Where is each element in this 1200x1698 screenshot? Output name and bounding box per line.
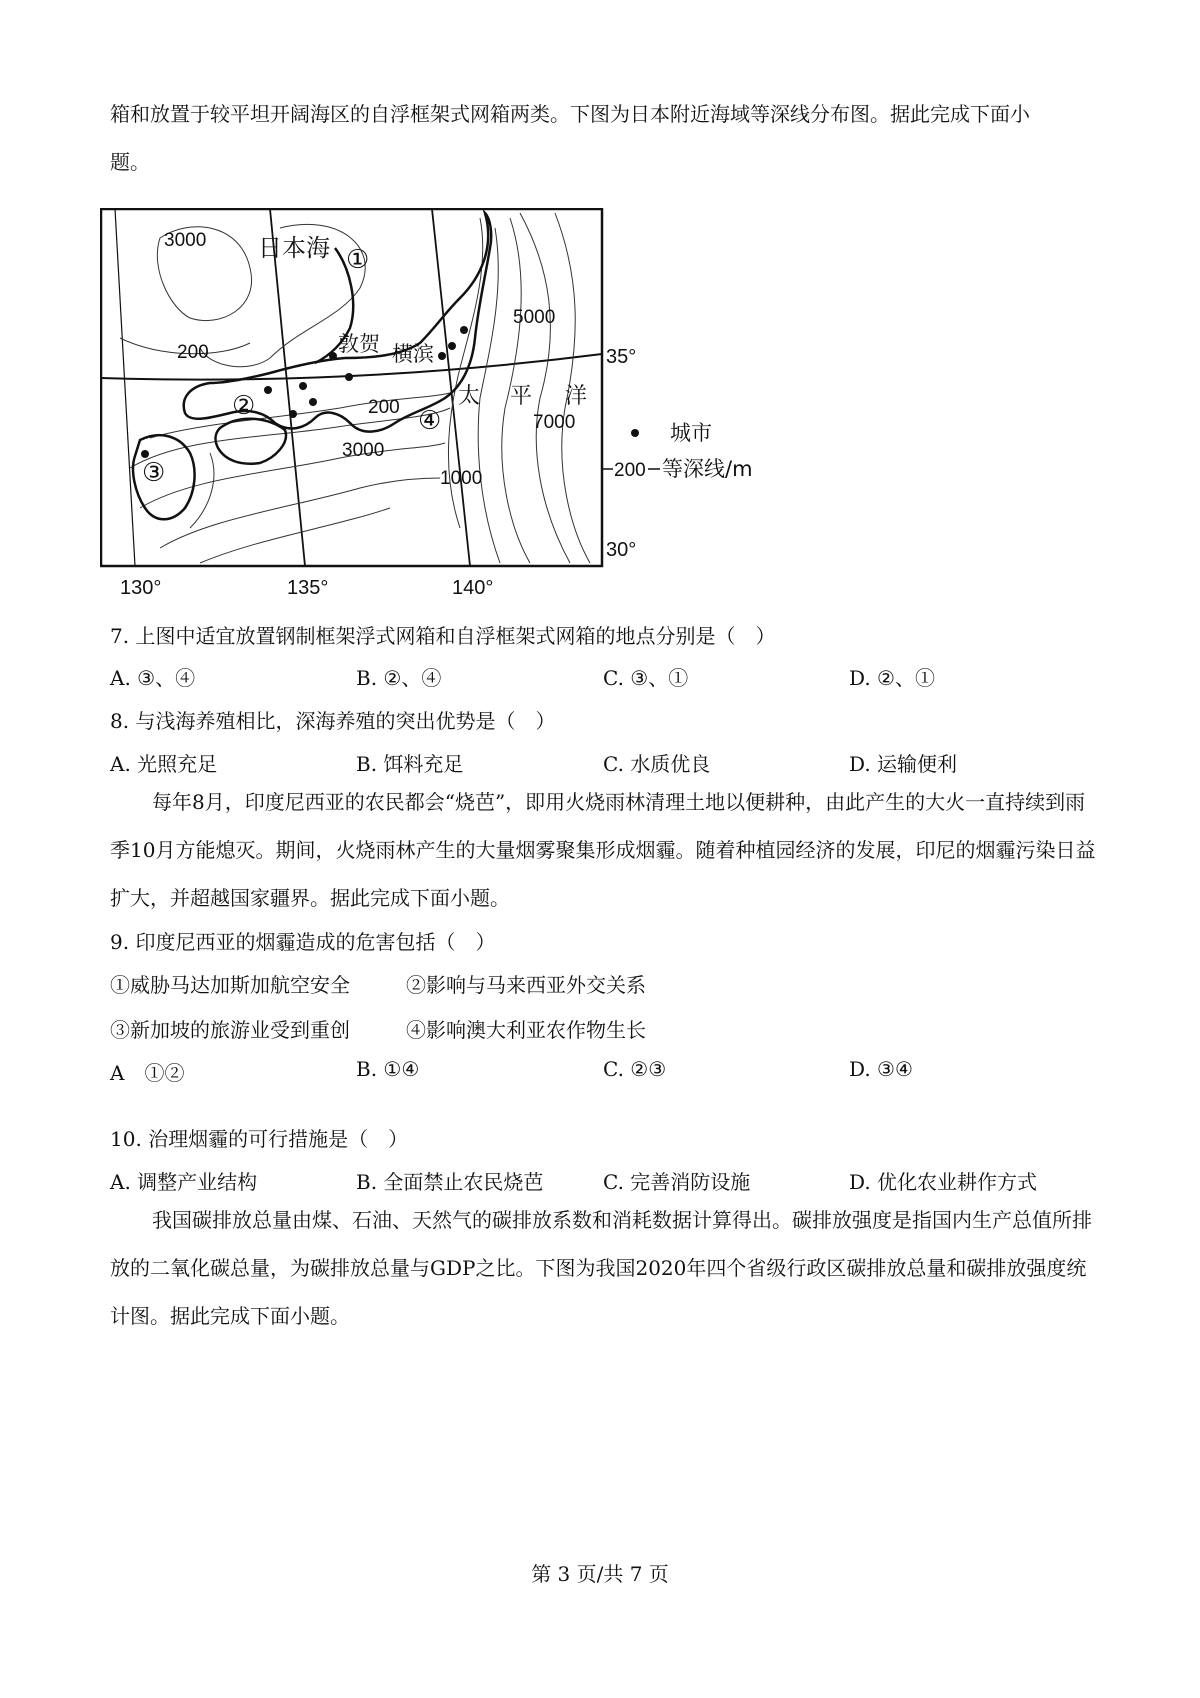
passage-carbon: 我国碳排放总量由煤、石油、天然气的碳排放系数和消耗数据计算得出。碳排放强度是指国内生产总值所排放的二氧化碳总量，为碳排放总量与GDP之比。下图为我国2020年四个省级行政区碳排放总量和碳排放强度统计图。据此完成下面小题。 bbox=[110, 1208, 1092, 1328]
intro-line-2: 题。 bbox=[110, 150, 150, 174]
city-dot-3 bbox=[345, 373, 353, 381]
legend-isobath-label: 等深线/m bbox=[662, 457, 753, 481]
q9-statement-2: ②影响与马来西亚外交关系 bbox=[406, 973, 646, 997]
legend-city-dot bbox=[631, 429, 639, 437]
q9-statement-3: ③新加坡的旅游业受到重创 bbox=[110, 1018, 350, 1042]
depth-200-s: 200 bbox=[368, 397, 400, 418]
q7-option-a[interactable]: A. ③、④ bbox=[110, 666, 196, 690]
q8-option-d[interactable]: D. 运输便利 bbox=[849, 752, 958, 776]
depth-3000-nw: 3000 bbox=[164, 230, 207, 251]
city-dot-8 bbox=[141, 450, 149, 458]
city-dot-2 bbox=[448, 342, 456, 350]
q9-option-d[interactable]: D. ③④ bbox=[849, 1057, 913, 1081]
depth-3000-s: 3000 bbox=[342, 440, 385, 461]
q10-option-a[interactable]: A. 调整产业结构 bbox=[110, 1170, 258, 1194]
lon-140-label: 140° bbox=[452, 577, 494, 599]
japan-isobath-map bbox=[100, 208, 780, 608]
marker-2: ② bbox=[232, 391, 256, 421]
lon-130-label: 130° bbox=[120, 577, 162, 599]
q10-option-b[interactable]: B. 全面禁止农民烧芭 bbox=[356, 1170, 544, 1194]
question-8-stem: 8. 与浅海养殖相比，深海养殖的突出优势是（ ） bbox=[110, 709, 556, 733]
label-pacific-2: 平 bbox=[510, 384, 533, 409]
passage-haze: 每年8月，印度尼西亚的农民都会“烧芭”，即用火烧雨林清理土地以便耕种，由此产生的大火一直持续到雨季10月方能熄灭。期间，火烧雨林产生的大量烟雾聚集形成烟霾。随着种植园经济的发展，印尼的烟霾污染日益扩大，并超越国家疆界。据此完成下面小题。 bbox=[110, 790, 1096, 910]
question-9-stem: 9. 印度尼西亚的烟霾造成的危害包括（ ） bbox=[110, 930, 496, 954]
label-pacific-3: 洋 bbox=[565, 384, 588, 409]
q9-option-b[interactable]: B. ①④ bbox=[356, 1057, 420, 1081]
q8-option-a[interactable]: A. 光照充足 bbox=[110, 752, 218, 776]
city-dot-tsuruga bbox=[329, 352, 337, 360]
lat-35-label: 35° bbox=[606, 346, 637, 368]
q7-option-c[interactable]: C. ③、① bbox=[603, 666, 689, 690]
depth-1000: 1000 bbox=[440, 468, 483, 489]
longitude-130 bbox=[115, 209, 135, 566]
label-pacific-1: 太 bbox=[458, 384, 481, 409]
marker-1: ① bbox=[346, 245, 370, 275]
q7-option-d[interactable]: D. ②、① bbox=[849, 666, 935, 690]
city-dot-6 bbox=[309, 398, 317, 406]
label-sea-of-japan: 日本海 bbox=[258, 234, 330, 262]
q8-option-c[interactable]: C. 水质优良 bbox=[603, 752, 711, 776]
depth-5000: 5000 bbox=[513, 307, 556, 328]
legend-isobath-value: 200 bbox=[614, 460, 646, 481]
q8-option-b[interactable]: B. 饵料充足 bbox=[356, 752, 464, 776]
intro-line-1: 箱和放置于较平坦开阔海区的自浮框架式网箱两类。下图为日本附近海域等深线分布图。据此完成下面小 bbox=[110, 102, 1030, 126]
q7-option-b[interactable]: B. ②、④ bbox=[356, 666, 442, 690]
q9-option-c[interactable]: C. ②③ bbox=[603, 1057, 667, 1081]
coastline-shikoku bbox=[216, 419, 286, 464]
q9-statement-4: ④影响澳大利亚农作物生长 bbox=[406, 1018, 646, 1042]
q9-option-a[interactable]: A ①② bbox=[110, 1061, 185, 1085]
legend-city-label: 城市 bbox=[670, 421, 712, 445]
page-footer: 第 3 页/共 7 页 bbox=[531, 1562, 669, 1586]
city-dot-7 bbox=[289, 410, 297, 418]
city-dot-yokohama bbox=[438, 352, 446, 360]
marker-3: ③ bbox=[142, 458, 166, 488]
q10-option-c[interactable]: C. 完善消防设施 bbox=[603, 1170, 751, 1194]
label-tsuruga: 敦贺 bbox=[338, 332, 380, 356]
lon-135-label: 135° bbox=[287, 577, 329, 599]
question-10-stem: 10. 治理烟霾的可行措施是（ ） bbox=[110, 1127, 409, 1151]
label-yokohama: 横滨 bbox=[392, 342, 434, 366]
city-dot-5 bbox=[299, 382, 307, 390]
marker-4: ④ bbox=[418, 406, 442, 436]
depth-200-w: 200 bbox=[177, 342, 209, 363]
city-dot-1 bbox=[460, 326, 468, 334]
q10-option-d[interactable]: D. 优化农业耕作方式 bbox=[849, 1170, 1038, 1194]
lat-30-label: 30° bbox=[606, 539, 637, 561]
city-dot-4 bbox=[264, 386, 272, 394]
q9-statement-1: ①威胁马达加斯加航空安全 bbox=[110, 973, 350, 997]
depth-7000: 7000 bbox=[533, 412, 576, 433]
question-7-stem: 7. 上图中适宜放置钢制框架浮式网箱和自浮框架式网箱的地点分别是（ ） bbox=[110, 624, 776, 648]
coastline-honshu bbox=[184, 213, 491, 432]
